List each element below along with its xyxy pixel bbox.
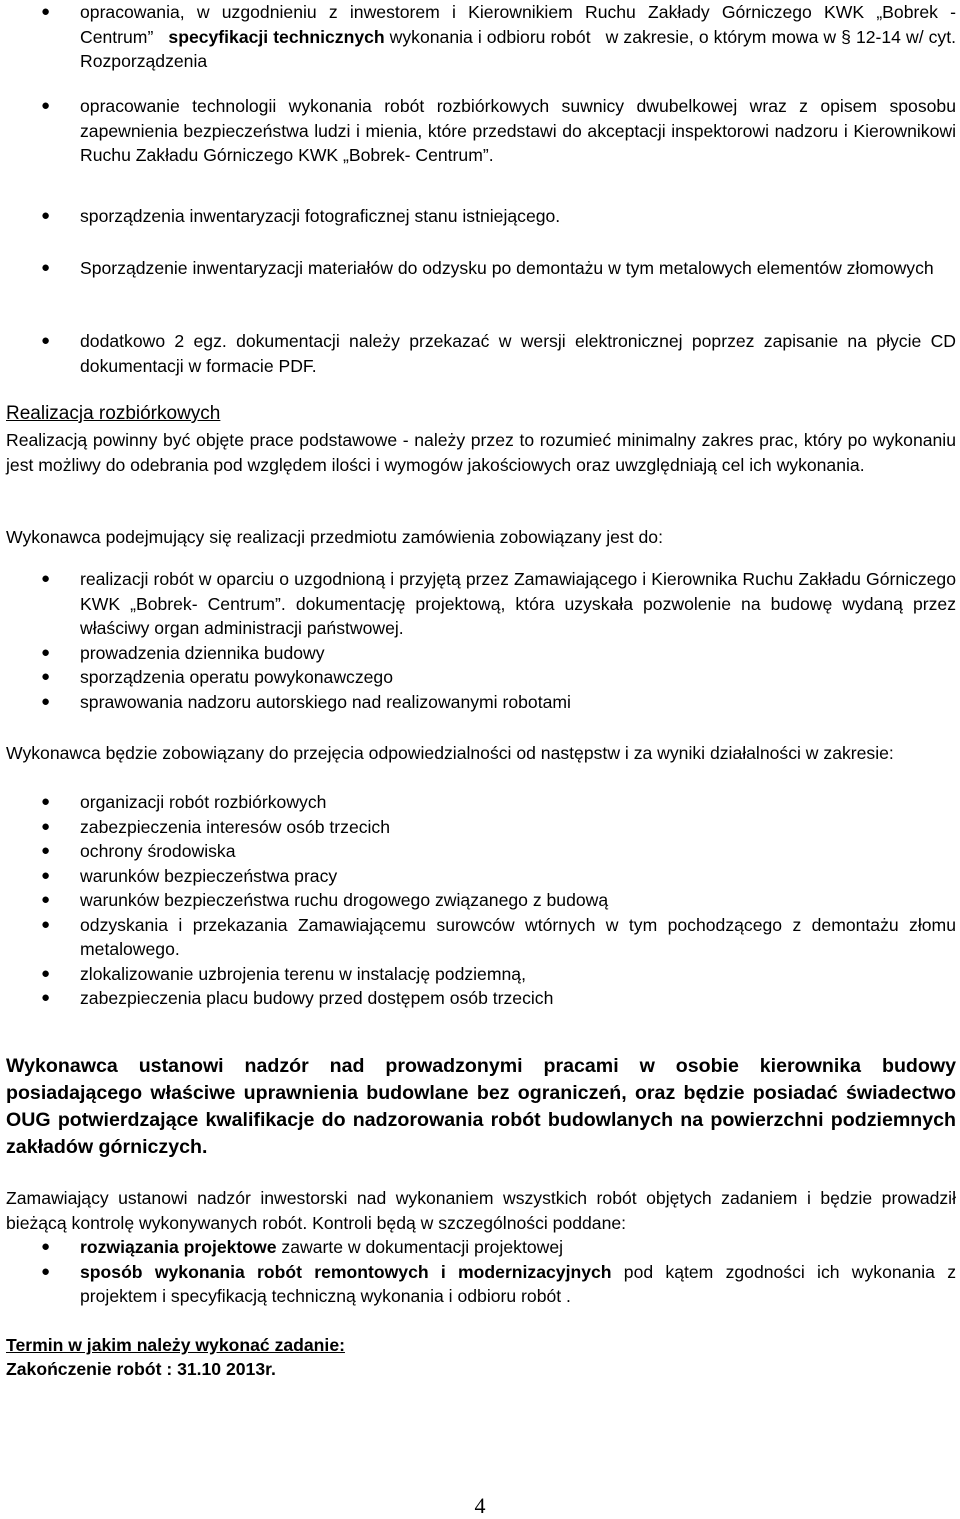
list-item	[6, 256, 956, 281]
list-item-text: Sporządzenie inwentaryzacji materiałów do odzysku po demontażu w tym metalowych elementów złomowych	[80, 258, 934, 278]
bullet-icon: ●	[41, 668, 51, 685]
list-item-text: sporządzenia inwentaryzacji fotograficznej stanu istniejącego.	[80, 206, 561, 226]
list-item-text: zabezpieczenia interesów osób trzecich	[80, 816, 391, 837]
list-item-text: dodatkowo 2 egz. dokumentacji należy przekazać w wersji elektronicznej poprzez zapisanie na płycie CD dokumentacji w formacie PDF.	[80, 331, 956, 376]
list-item-text: opracowania, w uzgodnieniu z inwestorem i Kierownikiem Ruchu Zakłady Górniczego KWK „Bobrek - Centrum” specyfikacji technicznych wykonania i odbioru robót w zakresie, o którym mowa w § 12-14 w/ cyt. Rozporządzenia	[80, 2, 956, 71]
bullet-icon: ●	[41, 643, 51, 661]
termin-heading: Termin w jakim należy wykonać zadanie:	[6, 1335, 345, 1355]
bullet-icon: ●	[41, 964, 51, 982]
list-item	[6, 567, 956, 641]
supervision-bold-paragraph: Wykonawca ustanowi nadzór nad prowadzonymi pracami w osobie kierownika budowy posiadającego właściwe uprawnienia budowlane bez ograniczeń, oraz będzie posiadać świadectwo OUG potwierdzające kwalifikacje do nadzorowania robót budowlanych na powierzchni podziemnych zakładów górniczych.	[6, 1055, 956, 1158]
list-item-text: zlokalizowanie uzbrojenia terenu w instalację podziemną,	[80, 963, 526, 984]
list-item	[6, 888, 956, 913]
list-item	[6, 665, 956, 690]
zamawiajacy-paragraph: Zamawiający ustanowi nadzór inwestorski nad wykonaniem wszystkich robót objętych zadaniem i będzie prowadził bieżącą kontrolę wykonywanych robót. Kontroli będą w szczególności poddane:	[6, 1188, 956, 1233]
list-item-text: prowadzenia dziennika budowy	[80, 642, 325, 663]
bullet-icon: ●	[41, 1238, 51, 1255]
termin-line: Zakończenie robót : 31.10 2013r.	[6, 1359, 276, 1379]
list-item-text: sprawowania nadzoru autorskiego nad realizowanymi robotami	[80, 691, 571, 712]
list-item-text: warunków bezpieczeństwa ruchu drogowego związanego z budową	[80, 890, 609, 910]
list-item	[6, 204, 956, 229]
bullet-icon: ●	[41, 793, 51, 810]
top-requirements-list	[6, 0, 956, 74]
list-item-text: opracowanie technologii wykonania robót rozbiórkowych suwnicy dwubelkowej wraz z opisem sposobu zapewnienia bezpieczeństwa ludzi i mienia, które przedstawi do akceptacji inspektorowi nadzoru i Kierownikowi Ruchu Zakładu Górniczego KWK „Bobrek- Centrum”.	[80, 96, 956, 165]
list-item	[6, 94, 956, 168]
bullet-icon: ●	[41, 259, 51, 276]
list-item-bold: sposób wykonania robót remontowych i modernizacyjnych	[80, 1261, 612, 1282]
list-item	[6, 815, 956, 840]
bullet-icon: ●	[41, 891, 51, 908]
list-item	[6, 962, 956, 987]
list-item-text: warunków bezpieczeństwa pracy	[80, 865, 338, 886]
list-item	[6, 1235, 956, 1260]
list-item-text: realizacji robót w oparciu o uzgodnioną i przyjętą przez Zamawiającego i Kierownika Ruchu Zakładu Górniczego KWK „Bobrek- Centrum”. dokumentację projektową, która uzyskała pozwolenie na budowę wydaną przez właściwy organ administracji państwowej.	[80, 569, 956, 638]
bullet-icon: ●	[41, 1262, 51, 1280]
realizacja-paragraph: Realizacją powinny być objęte prace podstawowe - należy przez to rozumieć minimalny zakres prac, który po wykonaniu jest możliwy do odebrania pod względem ilości i wymogów jakościowych oraz uwzględniają cel ich wykonania.	[6, 430, 956, 475]
bullet-icon: ●	[41, 207, 51, 224]
list-item-text: organizacji robót rozbiórkowych	[80, 792, 327, 812]
bullet-icon: ●	[41, 97, 51, 114]
top-requirements-list-4	[6, 256, 956, 281]
list-item	[6, 864, 956, 889]
list-item-text: pod kątem zgodności ich wykonania z projektem i specyfikacją techniczną wykonania i odbioru robót .	[80, 1261, 956, 1306]
list-item	[6, 790, 956, 815]
responsibility-intro: Wykonawca będzie zobowiązany do przejęcia odpowiedzialności od następstw i za wyniki działalności w zakresie:	[6, 743, 894, 763]
responsibility-list	[6, 790, 956, 1011]
list-item-text: odzyskania i przekazania Zamawiającemu surowców wtórnych w tym pochodzącego z demontażu złomu metalowego.	[80, 914, 956, 959]
obligations-list	[6, 567, 956, 714]
top-requirements-list-2	[6, 94, 956, 168]
bullet-icon: ●	[41, 817, 51, 835]
page-number: 4	[474, 1493, 486, 1518]
list-item	[6, 641, 956, 666]
list-item-text: zawarte w dokumentacji projektowej	[276, 1237, 564, 1257]
list-item	[6, 1260, 956, 1309]
list-item-text: ochrony środowiska	[80, 841, 236, 861]
bullet-icon: ●	[41, 332, 51, 349]
list-item	[6, 913, 956, 962]
control-list	[6, 1235, 956, 1309]
bullet-icon: ●	[41, 989, 51, 1006]
list-item-bold: rozwiązania projektowe	[80, 1237, 277, 1257]
bullet-icon: ●	[41, 866, 51, 884]
top-requirements-list-5	[6, 329, 956, 378]
top-requirements-list-3	[6, 204, 956, 229]
bullet-icon: ●	[41, 842, 51, 859]
list-item	[6, 690, 956, 715]
list-item	[6, 986, 956, 1011]
list-item-text: sporządzenia operatu powykonawczego	[80, 667, 393, 687]
wykonawca-intro: Wykonawca podejmujący się realizacji przedmiotu zamówienia zobowiązany jest do:	[6, 527, 663, 547]
bullet-icon: ●	[41, 692, 51, 710]
bullet-icon: ●	[41, 570, 51, 587]
bullet-icon: ●	[41, 915, 51, 933]
bullet-icon: ●	[41, 3, 51, 20]
realizacja-heading: Realizacja rozbiórkowych	[6, 403, 221, 424]
list-item	[6, 329, 956, 378]
list-item-text: zabezpieczenia placu budowy przed dostępem osób trzecich	[80, 988, 554, 1008]
list-item	[6, 839, 956, 864]
list-item	[6, 0, 956, 74]
